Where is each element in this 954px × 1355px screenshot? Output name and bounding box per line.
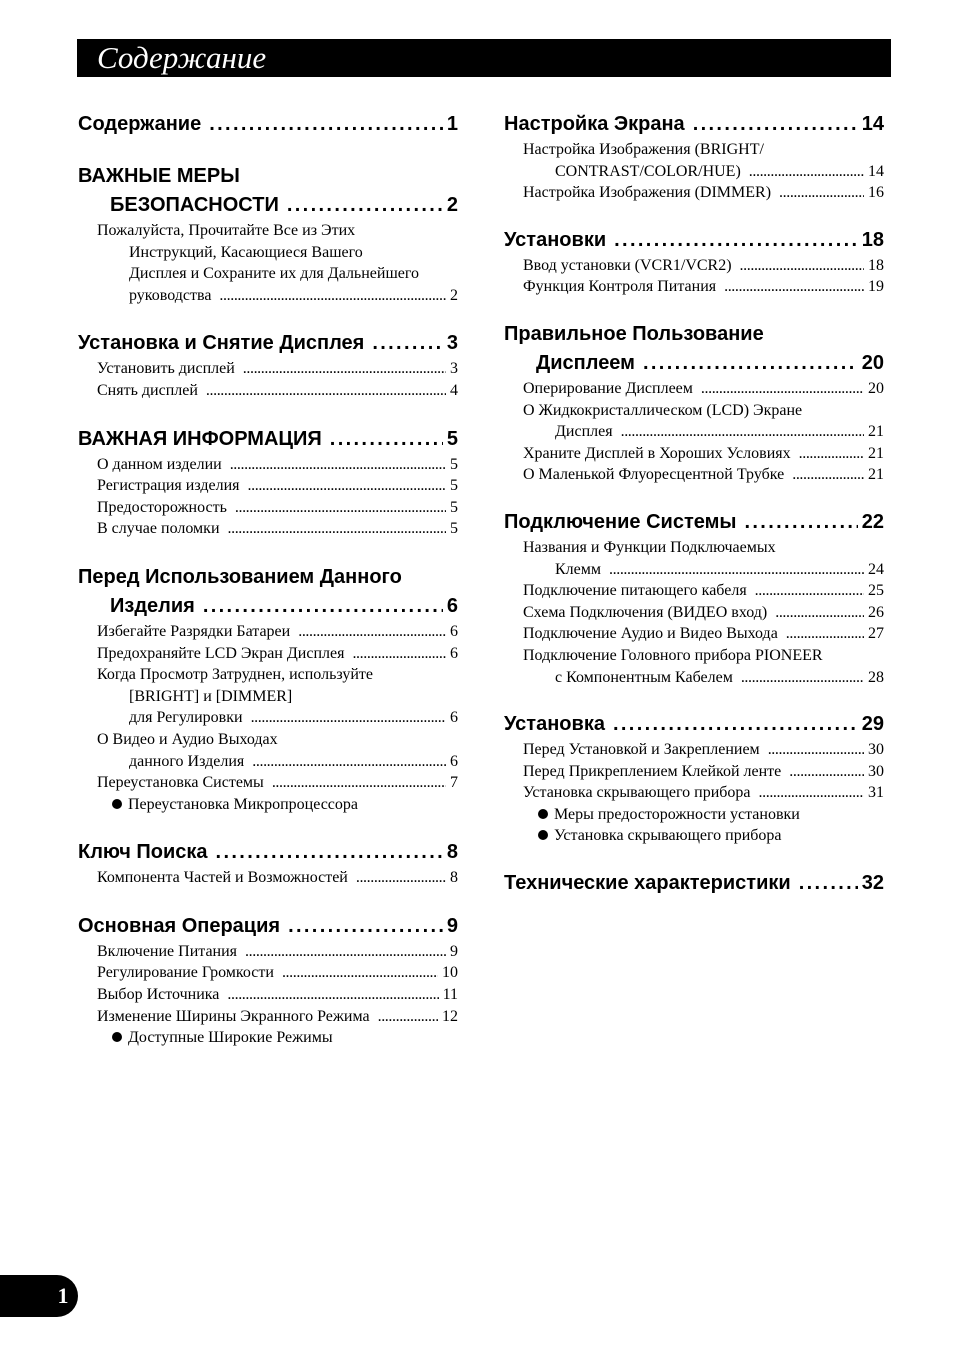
- toc-section: [78, 838, 458, 889]
- entry-label: Храните Дисплей в Хороших Условиях: [523, 444, 791, 462]
- section-title-line: Правильное Пользование: [504, 322, 764, 345]
- entry-page-number: 30: [868, 741, 884, 759]
- entry-page-number: 5: [450, 455, 458, 473]
- section-page-number: 1: [446, 113, 458, 135]
- section-title: ВАЖНАЯ ИНФОРМАЦИЯ: [78, 427, 322, 450]
- entry-label: Ввод установки (VCR1/VCR2): [523, 256, 732, 274]
- toc-entry: [504, 602, 884, 624]
- entry-label: Переустановка Системы: [97, 774, 264, 792]
- dot-leader: [330, 425, 443, 454]
- toc-section: [78, 110, 458, 139]
- toc-entry: [78, 285, 458, 307]
- toc-right-column: [504, 110, 884, 920]
- dot-leader: [372, 329, 443, 358]
- bullet-dot-icon: [112, 799, 122, 809]
- entry-label: с Компонентным Кабелем: [555, 668, 733, 686]
- section-page-number: 5: [446, 427, 458, 450]
- toc-entry: [504, 378, 884, 400]
- entry-line: Пожалуйста, Прочитайте Все из Этих: [97, 222, 356, 239]
- dot-leader: [749, 161, 864, 183]
- section-title-row: [78, 912, 458, 941]
- entry-page-number: 16: [868, 184, 884, 202]
- entry-page-number: 21: [868, 423, 884, 441]
- entry-page-number: 6: [450, 752, 458, 770]
- entry-page-number: 7: [450, 774, 458, 792]
- dot-leader: [248, 475, 446, 497]
- entry-page-number: 2: [450, 286, 458, 304]
- entry-label: Выбор Источника: [97, 986, 220, 1004]
- toc-entry: [504, 559, 884, 581]
- toc-section: [78, 425, 458, 540]
- section-page-number: 22: [861, 510, 884, 533]
- dot-leader: [744, 508, 857, 537]
- toc-entry: [504, 623, 884, 645]
- dot-leader: [792, 464, 864, 486]
- entry-label: Предохраняйте LCD Экран Дисплея: [97, 644, 345, 662]
- dot-leader: [786, 623, 864, 645]
- dot-leader: [352, 643, 446, 665]
- toc-section: [78, 563, 458, 815]
- toc-bullet-item: [78, 1027, 458, 1049]
- entry-label: Дисплея: [555, 423, 613, 441]
- entry-label: Установить дисплей: [97, 360, 235, 378]
- toc-left-column: [78, 110, 458, 1072]
- toc-entry: [78, 1006, 458, 1028]
- entry-page-number: 26: [868, 603, 884, 621]
- toc-entry: [78, 772, 458, 794]
- entry-label: данного Изделия: [129, 752, 245, 770]
- toc-entry: [504, 464, 884, 486]
- section-title-row: [504, 508, 884, 537]
- section-title: Ключ Поиска: [78, 841, 208, 864]
- dot-leader: [724, 276, 864, 298]
- toc-entry: [78, 984, 458, 1006]
- toc-section: [78, 162, 458, 306]
- entry-page-number: 21: [868, 466, 884, 484]
- dot-leader: [356, 867, 446, 889]
- dot-leader: [252, 751, 446, 773]
- entry-line: О Видео и Аудио Выходах: [97, 730, 278, 748]
- dot-leader: [741, 667, 864, 689]
- section-title-row: [504, 869, 884, 898]
- section-page-number: 20: [861, 351, 884, 374]
- section-page-number: 2: [446, 194, 458, 216]
- section-title: Основная Операция: [78, 914, 281, 937]
- section-page-number: 18: [861, 228, 884, 251]
- entry-page-number: 5: [450, 498, 458, 516]
- entry-page-number: 12: [442, 1007, 458, 1025]
- section-title: Технические характеристики: [504, 872, 791, 895]
- dot-leader: [701, 378, 864, 400]
- section-page-number: 3: [446, 332, 458, 355]
- entry-label: Избегайте Разрядки Батареи: [97, 622, 291, 640]
- dot-leader: [209, 110, 443, 139]
- entry-line: Инструкций, Касающиеся Вашего: [129, 243, 363, 261]
- toc-entry: [504, 667, 884, 689]
- entry-line: Дисплея и Сохраните их для Дальнейшего: [129, 265, 420, 283]
- page-title: Содержание: [97, 40, 267, 75]
- dot-leader: [282, 962, 438, 984]
- toc-entry: [504, 276, 884, 298]
- section-title-row: [504, 710, 884, 739]
- entry-page-number: 19: [868, 278, 884, 296]
- toc-entry: [78, 867, 458, 889]
- toc-entry: [78, 380, 458, 402]
- section-title-line: Перед Использованием Данного: [78, 565, 402, 588]
- dot-leader: [693, 110, 858, 139]
- entry-label: Изменение Ширины Экранного Режима: [97, 1007, 370, 1025]
- dot-leader: [272, 772, 446, 794]
- entry-label: для Регулировки: [129, 709, 243, 727]
- entry-label: Снять дисплей: [97, 381, 198, 399]
- section-page-number: 9: [446, 914, 458, 937]
- entry-label: Схема Подключения (ВИДЕО вход): [523, 603, 768, 621]
- dot-leader: [775, 602, 864, 624]
- toc-entry: [504, 161, 884, 183]
- entry-label: Включение Питания: [97, 942, 238, 960]
- toc-section: [504, 508, 884, 688]
- dot-leader: [621, 421, 864, 443]
- entry-page-number: 18: [868, 256, 884, 274]
- entry-page-number: 30: [868, 762, 884, 780]
- dot-leader: [609, 559, 864, 581]
- entry-label: Регулирование Громкости: [97, 964, 274, 982]
- toc-entry: [78, 621, 458, 643]
- entry-line: О Жидкокристаллическом (LCD) Экране: [523, 401, 803, 419]
- entry-page-number: 9: [450, 942, 458, 960]
- entry-line: Когда Просмотр Затруднен, используйте: [97, 666, 374, 684]
- section-title-row: [78, 329, 458, 358]
- section-title: Установка: [504, 713, 605, 736]
- toc-entry: [78, 497, 458, 519]
- entry-label: В случае поломки: [97, 520, 220, 538]
- dot-leader: [287, 191, 443, 220]
- section-title: Изделия: [110, 594, 195, 617]
- section-title: Дисплеем: [536, 351, 635, 374]
- entry-label: Перед Прикреплением Клейкой ленте: [523, 762, 782, 780]
- section-title: Подключение Системы: [504, 510, 737, 533]
- dot-leader: [230, 454, 446, 476]
- toc-section: [78, 329, 458, 401]
- dot-leader: [789, 761, 864, 783]
- toc-entry: [504, 443, 884, 465]
- dot-leader: [206, 380, 446, 402]
- entry-page-number: 11: [442, 986, 458, 1004]
- section-title-row: [78, 838, 458, 867]
- entry-line: [BRIGHT] и [DIMMER]: [129, 687, 293, 705]
- dot-leader: [799, 869, 858, 898]
- dot-leader: [643, 349, 858, 378]
- dot-leader: [755, 580, 864, 602]
- toc-entry: [78, 358, 458, 380]
- dot-leader: [298, 621, 446, 643]
- entry-label: Клемм: [555, 560, 602, 578]
- entry-label: Установка скрывающего прибора: [523, 784, 751, 802]
- toc-entry: [78, 518, 458, 540]
- toc-entry: [504, 421, 884, 443]
- dot-leader: [759, 782, 864, 804]
- dot-leader: [251, 707, 446, 729]
- section-title-row: [504, 226, 884, 255]
- section-page-number: 6: [446, 594, 458, 617]
- section-title: БЕЗОПАСНОСТИ: [110, 194, 279, 216]
- entry-label: Настройка Изображения (DIMMER): [523, 184, 772, 202]
- entry-label: Подключение Аудио и Видео Выхода: [523, 625, 778, 643]
- entry-label: Оперирование Дисплеем: [523, 379, 693, 397]
- toc-entry: [504, 182, 884, 204]
- toc-section: [504, 320, 884, 486]
- dot-leader: [740, 255, 864, 277]
- dot-leader: [227, 984, 438, 1006]
- dot-leader: [779, 182, 864, 204]
- toc-section: [504, 226, 884, 298]
- bullet-label: Установка скрывающего прибора: [554, 827, 782, 845]
- dot-leader: [613, 710, 858, 739]
- entry-label: О данном изделии: [97, 455, 222, 473]
- entry-page-number: 4: [450, 381, 458, 399]
- bullet-dot-icon: [112, 1032, 122, 1042]
- dot-leader: [203, 592, 443, 621]
- entry-page-number: 25: [868, 582, 884, 600]
- section-title-row: [78, 592, 458, 621]
- section-title-row: [78, 110, 458, 139]
- toc-entry: [78, 962, 458, 984]
- dot-leader: [216, 838, 443, 867]
- toc-bullet-item: [504, 825, 884, 847]
- entry-label: Подключение питающего кабеля: [523, 582, 747, 600]
- entry-label: Функция Контроля Питания: [523, 278, 717, 296]
- entry-page-number: 14: [868, 162, 884, 180]
- bullet-label: Меры предосторожности установки: [554, 805, 800, 823]
- entry-page-number: 6: [450, 709, 458, 727]
- page-title-bar: [77, 39, 891, 77]
- toc-bullet-item: [78, 794, 458, 816]
- dot-leader: [228, 518, 447, 540]
- entry-label: Перед Установкой и Закреплением: [523, 741, 760, 759]
- entry-page-number: 8: [450, 869, 458, 887]
- section-title: Установка и Снятие Дисплея: [78, 332, 365, 355]
- entry-line: Настройка Изображения (BRIGHT/: [523, 141, 764, 158]
- section-page-number: 14: [861, 113, 884, 135]
- toc-entry: [504, 782, 884, 804]
- entry-label: Предосторожность: [97, 498, 227, 516]
- toc-entry: [78, 454, 458, 476]
- dot-leader: [235, 497, 446, 519]
- page-number: 1: [57, 1283, 69, 1308]
- toc-entry: [78, 707, 458, 729]
- section-title: Настройка Экрана: [504, 113, 685, 135]
- dot-leader: [614, 226, 858, 255]
- section-title-row: [78, 425, 458, 454]
- section-title: Содержание: [78, 113, 202, 135]
- entry-page-number: 5: [450, 520, 458, 538]
- toc-bullet-item: [504, 804, 884, 826]
- bullet-label: Доступные Широкие Режимы: [128, 1029, 333, 1047]
- entry-page-number: 31: [868, 784, 884, 802]
- toc-entry: [78, 643, 458, 665]
- dot-leader: [378, 1006, 438, 1028]
- entry-page-number: 27: [868, 625, 884, 643]
- entry-page-number: 5: [450, 477, 458, 495]
- section-title: Установки: [504, 228, 607, 251]
- entry-label: CONTRAST/COLOR/HUE): [555, 162, 741, 180]
- entry-page-number: 10: [442, 964, 458, 982]
- toc-section: [504, 110, 884, 204]
- toc-entry: [78, 751, 458, 773]
- entry-page-number: 3: [450, 360, 458, 378]
- bullet-label: Переустановка Микропроцессора: [128, 795, 358, 813]
- dot-leader: [245, 941, 446, 963]
- dot-leader: [288, 912, 443, 941]
- toc-entry: [504, 761, 884, 783]
- entry-label: О Маленькой Флуоресцентной Трубке: [523, 466, 785, 484]
- toc-entry: [504, 255, 884, 277]
- section-title-row: [504, 110, 884, 139]
- section-page-number: 32: [861, 872, 884, 895]
- entry-label: руководства: [129, 286, 212, 304]
- toc-entry: [78, 475, 458, 497]
- toc-section: [504, 710, 884, 847]
- entry-page-number: 20: [868, 379, 884, 397]
- dot-leader: [219, 285, 446, 307]
- page-number-badge: [0, 1275, 78, 1317]
- entry-label: Регистрация изделия: [97, 477, 240, 495]
- entry-page-number: 28: [868, 668, 884, 686]
- entry-label: Компонента Частей и Возможностей: [97, 869, 348, 887]
- section-title-row: [504, 349, 884, 378]
- section-title-line: ВАЖНЫЕ МЕРЫ: [78, 165, 240, 187]
- dot-leader: [243, 358, 446, 380]
- section-title-row: [78, 191, 458, 220]
- bullet-dot-icon: [538, 809, 548, 819]
- entry-page-number: 6: [450, 644, 458, 662]
- toc-section: [504, 869, 884, 898]
- toc-entry: [504, 739, 884, 761]
- entry-line: Подключение Головного прибора PIONEER: [523, 646, 823, 664]
- section-page-number: 8: [446, 841, 458, 864]
- toc-entry: [78, 941, 458, 963]
- toc-section: [78, 912, 458, 1049]
- toc-entry: [504, 580, 884, 602]
- bullet-dot-icon: [538, 830, 548, 840]
- dot-leader: [799, 443, 864, 465]
- entry-line: Названия и Функции Подключаемых: [523, 538, 776, 556]
- entry-page-number: 21: [868, 444, 884, 462]
- entry-page-number: 24: [868, 560, 884, 578]
- section-page-number: 29: [861, 713, 884, 736]
- dot-leader: [768, 739, 864, 761]
- entry-page-number: 6: [450, 622, 458, 640]
